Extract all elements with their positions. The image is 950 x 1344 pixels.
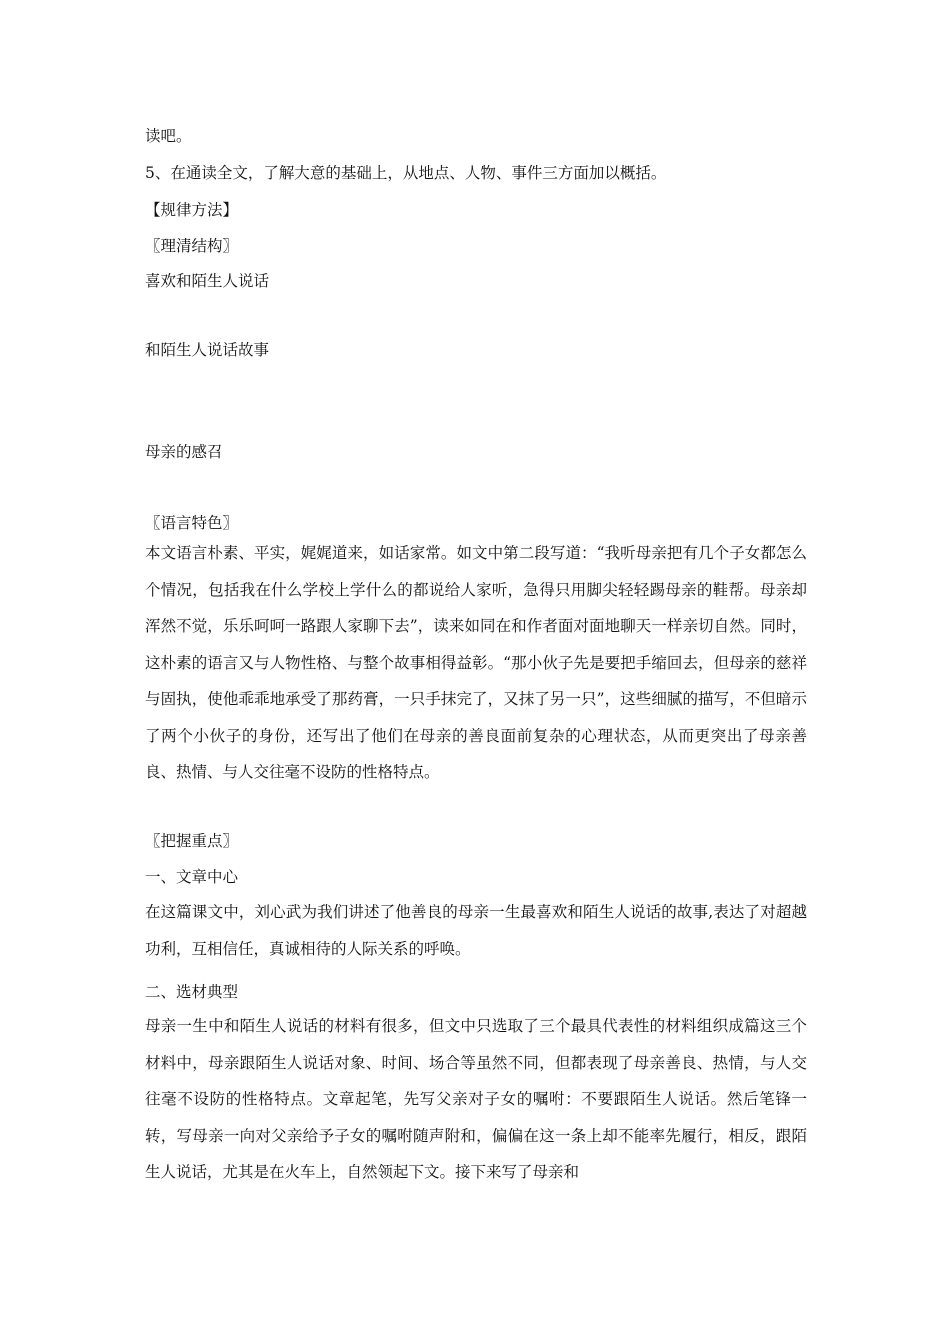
intro-tail-text: 读吧。 <box>145 127 192 145</box>
point-2-paragraph: 母亲一生中和陌生人说话的材料有很多，但文中只选取了三个最具代表性的材料组织成篇这三个材料中，母亲跟陌生人说话对象、时间、场合等虽然不同，但都表现了母亲善良、热情，与人交往毫不设防的性格特点。文章起笔，先写父亲对子女的嘱咐：不要跟陌生人说话。然后笔锋一转，写母亲一向对父亲给予子女的嘱咐随声附和，偏偏在这一条上却不能率先履行，相反，跟陌生人说话，尤其是在火车上，自然领起下文。接下来写了母亲和 <box>145 1017 807 1181</box>
method-section-heading: 【规律方法】 <box>145 201 239 219</box>
point-2-heading: 二、选材典型 <box>145 983 239 1001</box>
structure-heading: 〖理清结构〗 <box>145 237 239 255</box>
language-paragraph: 本文语言朴素、平实，娓娓道来，如话家常。如文中第二段写道：“我听母亲把有几个子女都怎么个情况，包括我在什么学校上学什么的都说给人家听，急得只用脚尖轻轻踢母亲的鞋帮。母亲却浑然不觉，乐乐呵呵一路跟人家聊下去”，读来如同在和作者面对面地聊天一样亲切自然。同时，这朴素的语言又与人物性格、与整个故事相得益彰。“那小伙子先是要把手缩回去，但母亲的慈祥与固执，使他乖乖地承受了那药膏，一只手抹完了，又抹了另一只”，这些细腻的描写，不但暗示了两个小伙子的身份，还写出了他们在母亲的善良面前复杂的心理状态，从而更突出了母亲善良、热情、与人交往毫不设防的性格特点。 <box>145 544 807 781</box>
keypoints-heading: 〖把握重点〗 <box>145 832 239 850</box>
structure-item-2: 和陌生人说话故事 <box>145 341 270 359</box>
point-1-heading: 一、文章中心 <box>145 868 239 886</box>
item-5-text: 5、在通读全文，了解大意的基础上，从地点、人物、事件三方面加以概括。 <box>145 164 667 182</box>
structure-item-3: 母亲的感召 <box>145 443 223 461</box>
structure-item-1: 喜欢和陌生人说话 <box>145 272 270 290</box>
point-1-paragraph: 在这篇课文中，刘心武为我们讲述了他善良的母亲一生最喜欢和陌生人说话的故事,表达了对超越功利，互相信任，真诚相待的人际关系的呼唤。 <box>145 903 807 958</box>
language-heading: 〖语言特色〗 <box>145 514 239 532</box>
